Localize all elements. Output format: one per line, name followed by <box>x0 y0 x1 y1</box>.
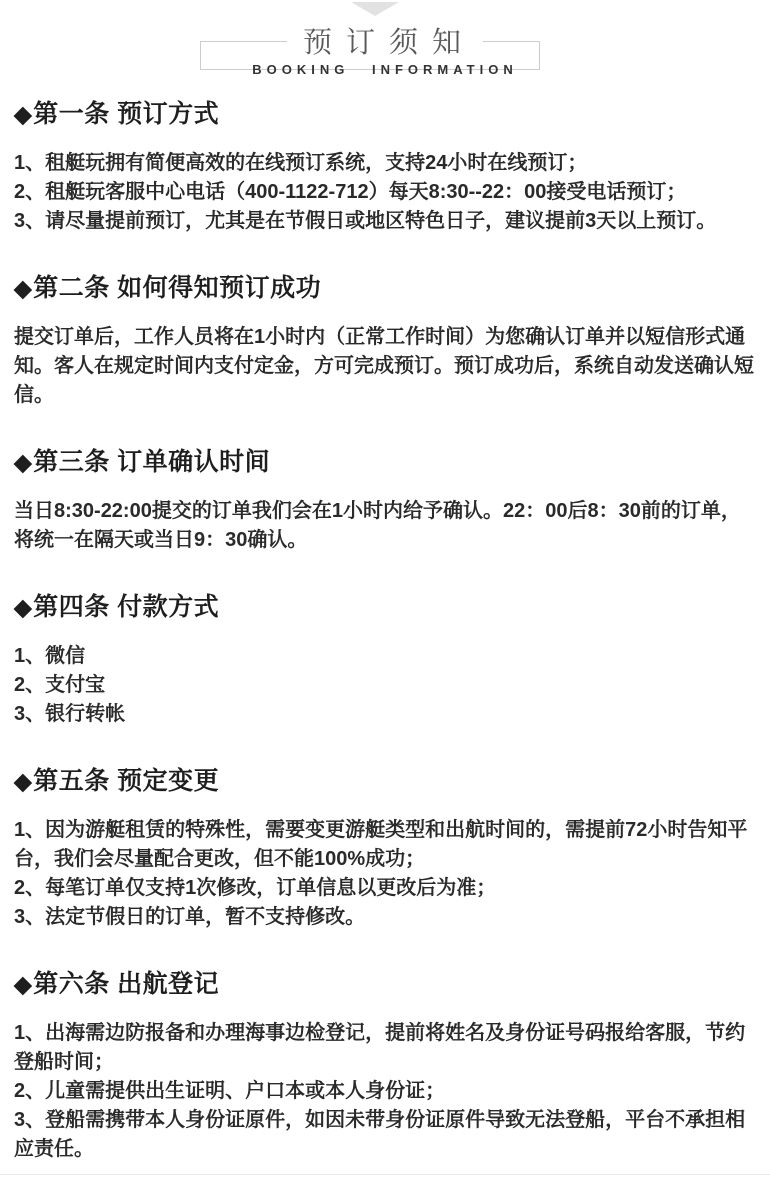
section-title: 第六条 出航登记 <box>33 970 220 998</box>
list-item: 1、租艇玩拥有简便高效的在线预订系统，支持24小时在线预订； <box>14 152 588 174</box>
diamond-bullet-icon: ◆ <box>14 768 33 794</box>
section-heading <box>14 98 756 130</box>
section-heading <box>14 272 756 304</box>
list-item: 2、每笔订单仅支持1次修改，订单信息以更改后为准； <box>14 877 497 899</box>
section-booking-method <box>14 98 756 236</box>
section-payment-methods <box>14 591 756 729</box>
list-item: 3、请尽量提前预订，尤其是在节假日或地区特色日子，建议提前3天以上预订。 <box>14 210 717 232</box>
page-title <box>0 26 770 60</box>
paragraph: 当日8:30-22:00提交的订单我们会在1小时内给予确认。22：00后8：30前的订单，将统一在隔天或当日9：30确认。 <box>14 500 741 551</box>
section-booking-changes <box>14 765 756 932</box>
section-body <box>14 642 756 729</box>
section-booking-confirmation <box>14 272 756 410</box>
bottom-divider <box>0 1174 770 1187</box>
diamond-bullet-icon: ◆ <box>14 971 33 997</box>
page-subtitle: BOOKING INFORMATION <box>252 62 518 77</box>
section-body <box>14 149 756 236</box>
triangle-down-icon <box>351 2 399 16</box>
section-title: 第四条 付款方式 <box>33 593 220 621</box>
section-title: 第五条 预定变更 <box>33 767 220 795</box>
section-departure-registration <box>14 968 756 1164</box>
list-item: 2、租艇玩客服中心电话（400-1122-712）每天8:30--22：00接受电话预订； <box>14 181 687 203</box>
list-item: 2、儿童需提供出生证明、户口本或本人身份证； <box>14 1080 446 1102</box>
section-title: 第三条 订单确认时间 <box>33 448 271 476</box>
page-title-text: 预订须知 <box>287 27 483 59</box>
list-item: 1、因为游艇租赁的特殊性，需要变更游艇类型和出航时间的，需提前72小时告知平台，我们会尽量配合更改，但不能100%成功； <box>14 819 748 870</box>
section-heading <box>14 765 756 797</box>
page-header <box>0 0 770 86</box>
section-body <box>14 497 756 555</box>
diamond-bullet-icon: ◆ <box>14 594 33 620</box>
diamond-bullet-icon: ◆ <box>14 449 33 475</box>
list-item: 3、登船需携带本人身份证原件，如因未带身份证原件导致无法登船，平台不承担相应责任。 <box>14 1109 746 1160</box>
section-title: 第二条 如何得知预订成功 <box>33 274 322 302</box>
section-title: 第一条 预订方式 <box>33 100 220 128</box>
section-heading <box>14 446 756 478</box>
list-item: 1、微信 <box>14 645 86 667</box>
list-item: 3、银行转帐 <box>14 703 126 725</box>
list-item: 3、法定节假日的订单，暂不支持修改。 <box>14 906 366 928</box>
diamond-bullet-icon: ◆ <box>14 101 33 127</box>
list-item: 2、支付宝 <box>14 674 106 696</box>
page-content <box>0 98 770 1164</box>
section-body <box>14 323 756 410</box>
section-body <box>14 816 756 932</box>
section-order-confirm-time <box>14 446 756 555</box>
section-heading <box>14 968 756 1000</box>
section-heading <box>14 591 756 623</box>
list-item: 1、出海需边防报备和办理海事边检登记，提前将姓名及身份证号码报给客服，节约登船时间； <box>14 1022 746 1073</box>
diamond-bullet-icon: ◆ <box>14 275 33 301</box>
section-body <box>14 1019 756 1164</box>
paragraph: 提交订单后，工作人员将在1小时内（正常工作时间）为您确认订单并以短信形式通知。客人在规定时间内支付定金，方可完成预订。预订成功后，系统自动发送确认短信。 <box>14 326 754 406</box>
